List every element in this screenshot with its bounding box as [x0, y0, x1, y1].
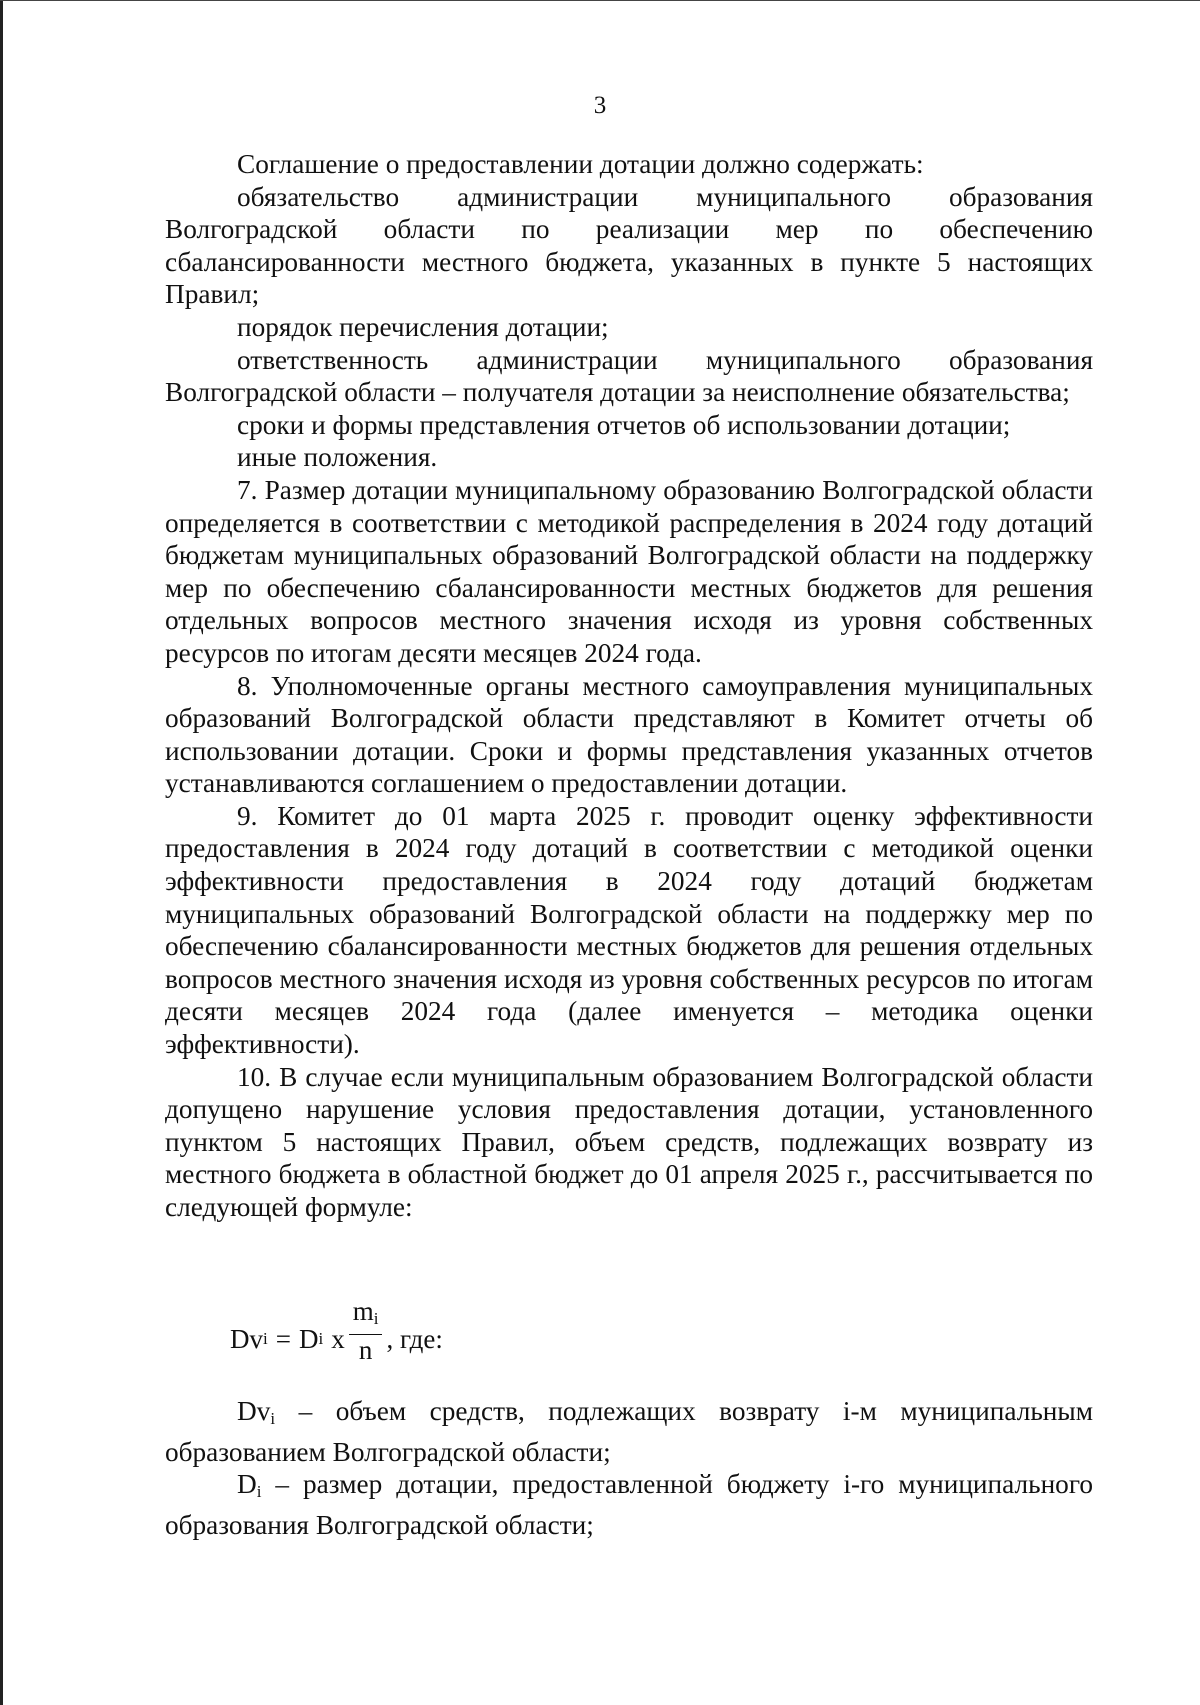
paragraph: ответственность администрации муниципального образования Волгоградской области – получателя дотации за неисполнение обязательства;	[165, 344, 1093, 408]
paragraph: иные положения.	[237, 442, 438, 473]
page-number: 3	[593, 92, 607, 119]
paragraph: 9. Комитет до 01 марта 2025 г. проводит оценку эффективности предоставления в 2024 году дотаций в соответствии с методикой оценки эффективности предоставления в 2024 году дотаций бюджетам муниципальных образований Волгоградской области на поддержку мер по обеспечению сбалансированности местных бюджетов для решения отдельных вопросов местного значения исходя из уровня собственных ресурсов по итогам десяти месяцев 2024 года (далее именуется – методика оценки эффективности).	[165, 800, 1093, 1060]
definitions	[165, 1395, 1093, 1541]
scan-top-border	[0, 0, 1200, 1]
fraction-denominator: n	[358, 1335, 373, 1365]
paragraph: Соглашение о предоставлении дотации должно содержать:	[237, 149, 924, 179]
formula-times: x	[331, 1324, 345, 1354]
definition-item: $D_i$ – размер дотации, предоставленной бюджету i-го муниципального образования Волгоградской области;	[165, 1469, 1093, 1540]
formula-d-sub: i	[318, 1329, 324, 1348]
paragraph: 7. Размер дотации муниципальному образованию Волгоградской области определяется в соответствии с методикой распределения в 2024 году дотаций бюджетам муниципальных образований Волгоградской области на поддержку мер по обеспечению сбалансированности местных бюджетов для решения отдельных вопросов местного значения исходя из уровня собственных ресурсов по итогам десяти месяцев 2024 года.	[165, 474, 1093, 668]
fraction-numerator: $m_i$	[349, 1297, 383, 1335]
paragraph: сроки и формы представления отчетов об использовании дотации;	[237, 409, 1011, 440]
formula-tail: , где:	[386, 1324, 443, 1354]
body-text	[165, 148, 1093, 1224]
scan-left-border	[0, 0, 3, 1705]
paragraph: обязательство администрации муниципального образования Волгоградской области по реализации мер по обеспечению сбалансированности местного бюджета, указанных в пункте 5 настоящих Правил;	[165, 181, 1093, 310]
paragraph: 10. В случае если муниципальным образованием Волгоградской области допущено нарушение условия предоставления дотации, установленного пунктом 5 настоящих Правил, объем средств, подлежащих возврату из местного бюджета в областной бюджет до 01 апреля 2025 г., рассчитывается по следующей формуле:	[165, 1061, 1093, 1222]
formula-eq: =	[275, 1324, 291, 1354]
formula-lhs: Dv	[230, 1324, 263, 1354]
definition-item: $Dv_i$ – объем средств, подлежащих возврату i-м муниципальным образованием Волгоградской области;	[165, 1396, 1093, 1467]
formula-fraction	[349, 1297, 383, 1365]
paragraph: порядок перечисления дотации;	[237, 311, 609, 342]
return-formula	[230, 1296, 443, 1373]
formula-lhs-sub: i	[263, 1329, 268, 1348]
paragraph: 8. Уполномоченные органы местного самоуправления муниципальных образований Волгоградской области представляют в Комитет отчеты об использовании дотации. Сроки и формы представления указанных отчетов устанавливаются соглашением о предоставлении дотации.	[165, 670, 1093, 799]
formula-d: D	[298, 1324, 319, 1354]
